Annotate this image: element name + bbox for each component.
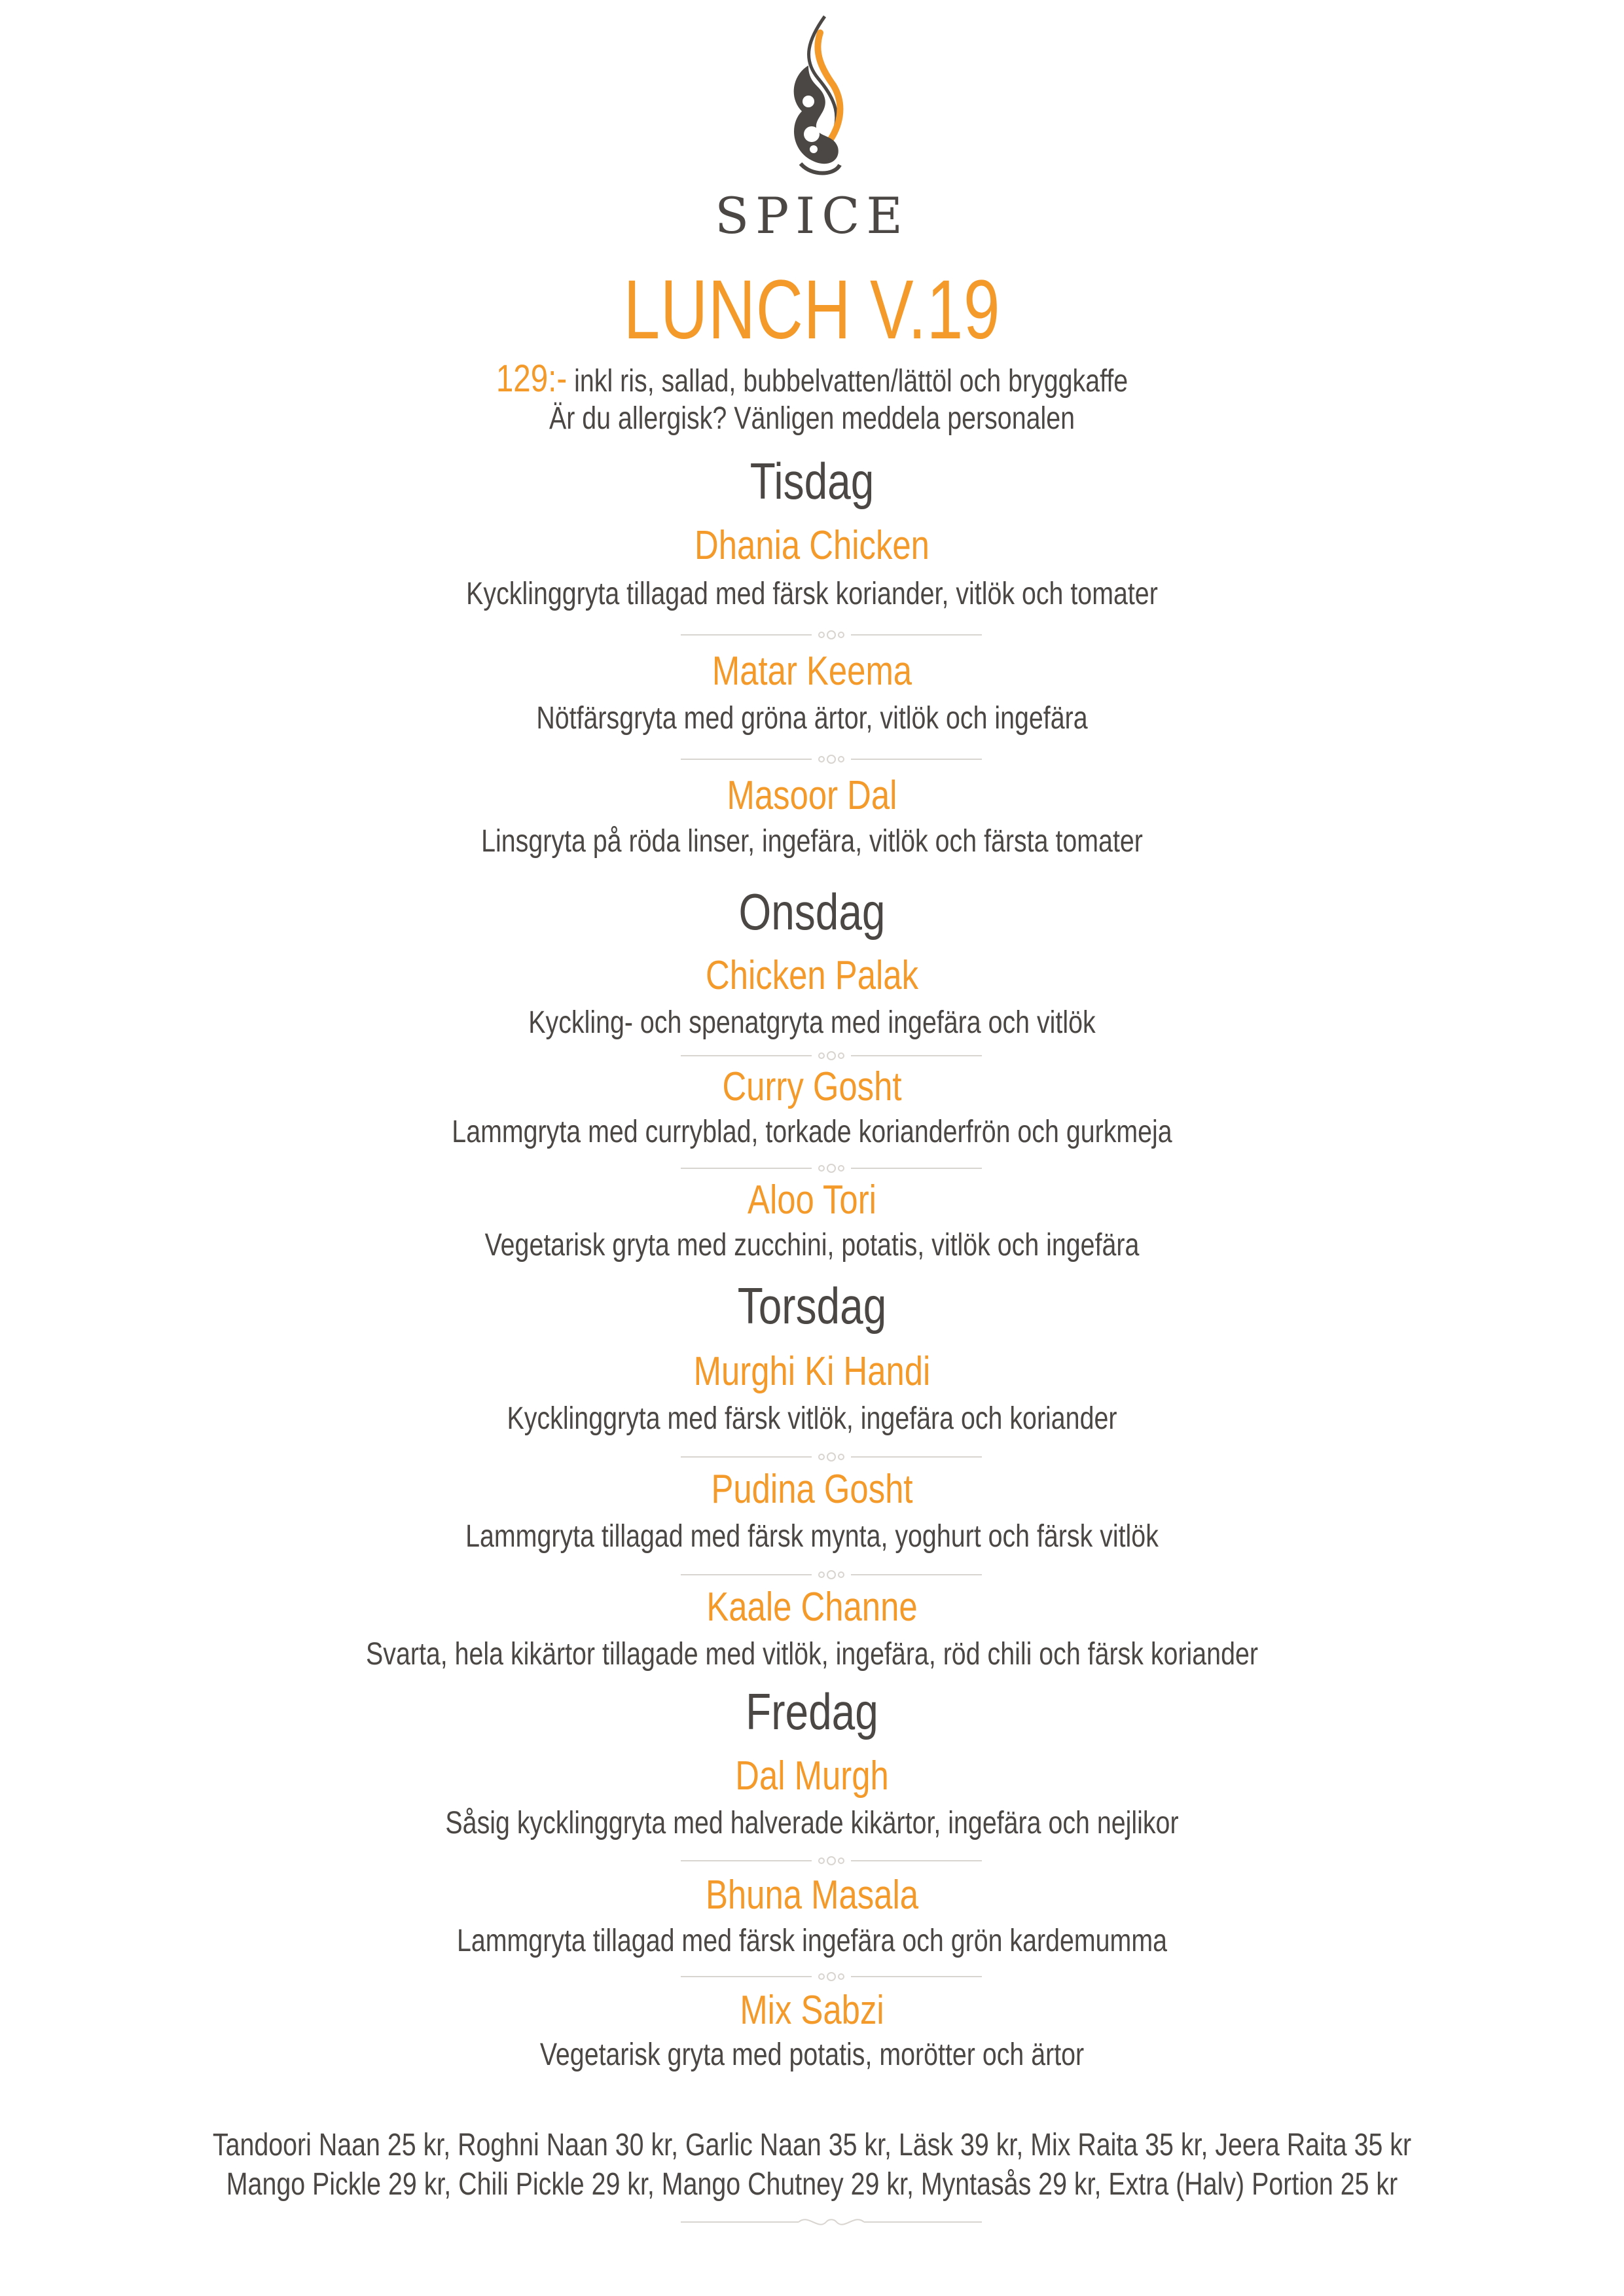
day-heading: Torsdag <box>737 1277 887 1335</box>
flame-ornament-icon <box>763 13 867 183</box>
dish-name: Dhania Chicken <box>695 523 929 568</box>
dish-name: Bhuna Masala <box>705 1873 919 1918</box>
price: 129:- <box>496 357 568 400</box>
dish-name: Mix Sabzi <box>740 1988 884 2033</box>
extras-line: Mango Pickle 29 kr, Chili Pickle 29 kr, Mango Chutney 29 kr, Myntasås 29 kr, Extra (Halv) Portion 25 kr <box>226 2167 1398 2202</box>
dish-name: Murghi Ki Handi <box>693 1349 931 1394</box>
dish-name: Dal Murgh <box>735 1753 889 1799</box>
dish-name: Curry Gosht <box>722 1064 902 1109</box>
dish-name: Matar Keema <box>712 649 912 694</box>
day-heading: Fredag <box>746 1683 878 1740</box>
extras-line: Tandoori Naan 25 kr, Roghni Naan 30 kr, Garlic Naan 35 kr, Läsk 39 kr, Mix Raita 35 kr, Jeera Raita 35 kr <box>212 2128 1412 2162</box>
divider-ornament <box>681 753 982 766</box>
dish-description: Kycklinggryta med färsk vitlök, ingefära och koriander <box>507 1401 1117 1436</box>
divider-ornament <box>681 628 982 641</box>
divider-ornament <box>681 1568 982 1581</box>
dish-name: Kaale Channe <box>706 1585 918 1630</box>
menu-title: LUNCH V.19 <box>623 263 1001 357</box>
dish-description: Lammgryta tillagad med färsk ingefära och grön kardemumma <box>456 1924 1168 1958</box>
dish-name: Aloo Tori <box>748 1177 876 1223</box>
divider-ornament <box>681 1049 982 1062</box>
day-heading: Onsdag <box>738 883 886 941</box>
day-heading: Tisdag <box>749 452 875 510</box>
price-includes: inkl ris, sallad, bubbelvatten/lättöl och bryggkaffe <box>574 364 1128 399</box>
dish-description: Kycklinggryta tillagad med färsk koriander, vitlök och tomater <box>466 577 1158 611</box>
dish-description: Linsgryta på röda linser, ingefära, vitlök och färsta tomater <box>481 824 1143 859</box>
divider-ornament <box>681 1854 982 1867</box>
dish-name: Masoor Dal <box>727 773 897 818</box>
dish-name: Pudina Gosht <box>711 1467 913 1512</box>
dish-description: Svarta, hela kikärtor tillagade med vitlök, ingefära, röd chili och färsk koriander <box>366 1637 1258 1672</box>
dish-description: Lammgryta med curryblad, torkade korianderfrön och gurkmeja <box>452 1115 1172 1149</box>
divider-ornament <box>681 1162 982 1175</box>
brand-name: SPICE <box>715 187 909 245</box>
allergy-notice: Är du allergisk? Vänligen meddela personalen <box>549 401 1075 436</box>
dish-description: Vegetarisk gryta med potatis, morötter och ärtor <box>539 2037 1085 2072</box>
divider-ornament <box>681 1970 982 1983</box>
divider-ornament <box>681 2214 982 2231</box>
dish-description: Såsig kycklinggryta med halverade kikärtor, ingefära och nejlikor <box>445 1806 1179 1840</box>
divider-ornament <box>681 1450 982 1463</box>
dish-description: Nötfärsgryta med gröna ärtor, vitlök och ingefära <box>536 701 1088 736</box>
dish-description: Kyckling- och spenatgryta med ingefära och vitlök <box>528 1005 1096 1040</box>
dish-description: Vegetarisk gryta med zucchini, potatis, vitlök och ingefära <box>484 1228 1140 1263</box>
dish-name: Chicken Palak <box>706 953 918 998</box>
price-line <box>146 357 1477 401</box>
dish-description: Lammgryta tillagad med färsk mynta, yoghurt och färsk vitlök <box>465 1519 1159 1554</box>
